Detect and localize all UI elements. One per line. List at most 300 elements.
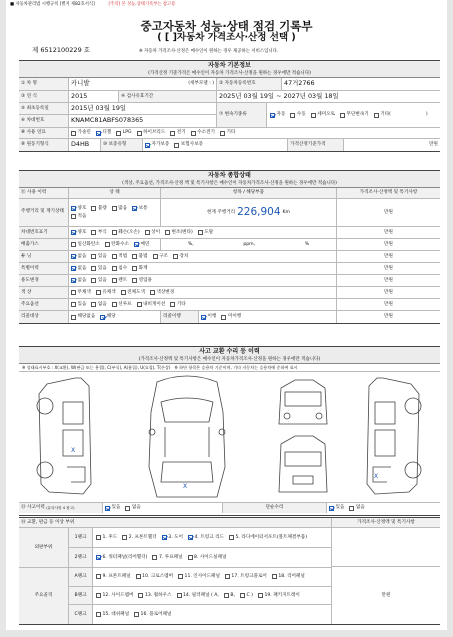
- panel-section: [19, 517, 440, 625]
- option-label: 없음: [77, 253, 87, 259]
- checkbox[interactable]: [201, 315, 206, 320]
- accident-section: [19, 346, 440, 516]
- checkbox[interactable]: [272, 574, 277, 579]
- option-label: 탄화수소: [111, 241, 129, 247]
- option-opts-2: [112, 302, 132, 307]
- option-label: 해당: [106, 314, 116, 320]
- checkbox[interactable]: [132, 206, 137, 211]
- option-label: 있음: [335, 505, 345, 511]
- checkbox[interactable]: [349, 506, 354, 511]
- option-label: 없음: [77, 277, 87, 283]
- major-options: [69, 299, 337, 310]
- damage-mark-left-door: X: [71, 447, 76, 454]
- option-label: 불법: [138, 253, 148, 259]
- accident-history-label: [19, 503, 103, 513]
- checkbox[interactable]: [112, 254, 117, 259]
- mileage-unit: Km: [282, 209, 290, 215]
- option-label: 미이행: [227, 314, 242, 320]
- rank-label: 2랭크: [69, 548, 93, 568]
- rank-items: [93, 587, 331, 605]
- checkbox[interactable]: [112, 302, 117, 307]
- warranty-label: ⑩ 보증유형: [101, 139, 143, 151]
- state-col: 상 태: [69, 188, 161, 198]
- recall-options: [69, 311, 161, 323]
- checkbox[interactable]: [112, 266, 117, 271]
- option-label: 15. 대쉬패널: [102, 611, 130, 617]
- option-label: 있음: [97, 277, 107, 283]
- option-exh-0: [71, 242, 100, 247]
- first-reg-value: 2015년 03월 19일: [71, 103, 127, 112]
- recall-label: 리콜대상: [19, 311, 69, 323]
- option-odo-3: [132, 206, 147, 211]
- overall-state-section: [19, 170, 440, 324]
- checkbox[interactable]: [165, 230, 170, 235]
- option-label: 16. 플로어패널: [140, 611, 172, 617]
- price-basis-unit: 만원: [429, 142, 438, 148]
- option-label: 디젤: [102, 130, 112, 136]
- option-label: 있음: [97, 253, 107, 259]
- document-note: ※ 자동차 가격조사·산정은 매수인이 원하는 경우 제공하는 서비스입니다.: [139, 48, 279, 54]
- option-spc-3: [132, 266, 147, 271]
- basic-info-header: [19, 61, 440, 78]
- checkbox[interactable]: [112, 206, 117, 211]
- checkbox[interactable]: [71, 278, 76, 283]
- checkbox[interactable]: [105, 242, 110, 247]
- option-hist-1: [125, 505, 140, 510]
- checkbox[interactable]: [178, 574, 183, 579]
- checkbox[interactable]: [71, 206, 76, 211]
- checkbox[interactable]: [122, 535, 127, 540]
- checkbox[interactable]: [173, 254, 178, 259]
- checkbox[interactable]: [188, 535, 193, 540]
- checkbox[interactable]: [71, 315, 76, 320]
- option-label: 5. 라디에이터서포트(볼트체결부품): [235, 534, 308, 540]
- exhaust-options: [69, 239, 161, 250]
- option-vinst-5: [198, 230, 213, 235]
- use-change-price: 만원: [384, 277, 393, 283]
- checkbox[interactable]: [311, 113, 316, 118]
- checkbox[interactable]: [71, 242, 76, 247]
- checkbox[interactable]: [91, 302, 96, 307]
- car-top-view-icon: [149, 376, 225, 497]
- rank-label: B랭크: [69, 587, 93, 605]
- rank-items: [93, 605, 331, 624]
- exhaust-unit-smoke: %: [304, 241, 310, 247]
- option-tun-0: [71, 254, 86, 259]
- car-damage-diagram: [19, 372, 440, 502]
- option-prow0-0: [96, 535, 117, 540]
- checkbox[interactable]: [374, 113, 379, 118]
- rank-items: [93, 528, 331, 547]
- special-history-label: 특별이력: [19, 263, 69, 274]
- vin-value: KNAMC81ABFS078365: [71, 116, 144, 125]
- reg-no-value: 47거2766: [284, 79, 315, 88]
- overall-heading: 자동차 종합상태: [208, 172, 251, 179]
- checkbox[interactable]: [340, 113, 345, 118]
- use-change-label: 용도변경: [19, 275, 69, 286]
- price-basis-label: 가격산정기준가격: [288, 139, 344, 151]
- option-col-0: [71, 290, 91, 295]
- legend-codes: ※ 상태표시부호 : X(교환), W(판금 또는 용접), C(부식), A(흠집), U(요철), T(손상): [22, 365, 171, 370]
- option-rec-1: [100, 314, 115, 319]
- checkbox[interactable]: [162, 535, 167, 540]
- car-name-label: ① 차 명: [19, 78, 69, 90]
- option-usec-1: [91, 278, 106, 283]
- car-left-side-icon: [37, 378, 91, 494]
- panel-rank-row: [69, 568, 331, 587]
- option-warr-1: [174, 142, 203, 147]
- checkbox[interactable]: [71, 290, 76, 295]
- checkbox[interactable]: [152, 555, 157, 560]
- checkbox[interactable]: [96, 593, 101, 598]
- option-label: 11. 인사이드패널: [184, 574, 220, 580]
- option-trans-0: [270, 112, 285, 117]
- option-label: 하이브리드: [143, 130, 166, 136]
- checkbox[interactable]: [329, 506, 334, 511]
- inspection-period-label: ④ 검사유효기간: [119, 91, 217, 103]
- checkbox[interactable]: [96, 612, 101, 617]
- option-label: 변조(변타): [171, 229, 193, 235]
- option-label: 일산화탄소: [77, 241, 100, 247]
- option-trans-3: [340, 112, 369, 117]
- option-label: 이행: [207, 314, 217, 320]
- damage-mark-quarter: X: [374, 473, 379, 480]
- checkbox[interactable]: [105, 506, 110, 511]
- mileage-cell: [161, 199, 337, 226]
- option-exh-1: [105, 242, 129, 247]
- accident-header: [19, 347, 440, 364]
- checkbox[interactable]: [170, 302, 175, 307]
- checkbox[interactable]: [224, 593, 229, 598]
- checkbox[interactable]: [121, 290, 126, 295]
- checkbox[interactable]: [125, 506, 130, 511]
- option-warr-0: [145, 142, 169, 147]
- option-opts-3: [137, 302, 166, 307]
- option-opts-0: [71, 302, 86, 307]
- accident-history-options: [103, 503, 223, 513]
- notice-text: [주의] 본 성능,상태기록부는 참고용: [108, 2, 176, 7]
- option-label: 기타(: [380, 112, 391, 118]
- color-price: 만원: [384, 289, 393, 295]
- option-tun-5: [173, 254, 188, 259]
- option-label: 내비게이션: [143, 301, 166, 307]
- option-rec-0: [71, 314, 95, 319]
- form-reference: [10, 3, 175, 8]
- option-label: 색상변경: [156, 289, 175, 295]
- checkbox[interactable]: [221, 315, 226, 320]
- odometer-price: 만원: [384, 209, 393, 215]
- overall-note: (색상, 주요옵션, 가격조사·산정 액 및 특기사항은 매수인이 자동차가격조사·산정을 원하는 경우에만 적습니다): [122, 181, 337, 186]
- option-fuel-2: [116, 130, 131, 135]
- mileage-label: 현재 주행거리: [206, 209, 236, 215]
- option-label: 많음: [118, 205, 128, 211]
- color-label: 색 상: [19, 287, 69, 298]
- exhaust-unit-hc: ppm,: [243, 241, 256, 247]
- checkbox[interactable]: [188, 555, 193, 560]
- engine-value: D4HB: [69, 139, 101, 151]
- frame-rows: [69, 568, 331, 624]
- vin-state-options: [69, 227, 337, 238]
- option-vinst-3: [145, 230, 160, 235]
- exhaust-label: 배출가스: [19, 239, 69, 250]
- option-label: 자가보증: [151, 142, 170, 148]
- option-tun-1: [91, 254, 106, 259]
- option-odo-2: [112, 206, 127, 211]
- basic-heading: 자동차 기본정보: [208, 62, 251, 69]
- checkbox[interactable]: [229, 535, 234, 540]
- option-label: 8. 사이드실패널: [194, 554, 227, 560]
- rank-label: A랭크: [69, 568, 93, 586]
- option-prow0-3: [188, 535, 224, 540]
- option-label: 렌트: [118, 277, 128, 283]
- option-odo-1: [91, 206, 106, 211]
- option-vinst-1: [91, 230, 106, 235]
- option-label: 12. 사이드멤버: [102, 592, 134, 598]
- checkbox[interactable]: [138, 593, 143, 598]
- checkbox[interactable]: [191, 131, 196, 136]
- option-label: 2. 프론트휀더: [128, 534, 157, 540]
- checkbox[interactable]: [290, 113, 295, 118]
- option-label: 전기: [176, 130, 186, 136]
- option-label: 적법: [118, 253, 128, 259]
- use-change-options: [69, 275, 337, 286]
- checkbox[interactable]: [240, 593, 245, 598]
- checkbox[interactable]: [91, 266, 96, 271]
- odometer-state: [69, 199, 161, 226]
- option-prow0-4: [229, 535, 307, 540]
- options-label: 주요옵션: [19, 299, 69, 310]
- option-prow3-1: [138, 593, 171, 598]
- checkbox[interactable]: [112, 230, 117, 235]
- option-label: 있음: [97, 265, 107, 271]
- transmission-label: ⑦ 변속기종류: [217, 103, 267, 127]
- option-prow3-0: [96, 593, 133, 598]
- option-label: 선루프: [118, 301, 132, 307]
- option-label: 4. 트렁크 리드: [194, 534, 224, 540]
- option-col-3: [150, 290, 174, 295]
- option-label: 화재: [138, 265, 148, 271]
- accident-history-sub: (유의사항 4 참고): [46, 505, 75, 510]
- simple-repair-options: [327, 503, 440, 513]
- option-prow0-1: [122, 535, 157, 540]
- accident-note: (가격조사·산정액 및 특기사항은 매수인이 자동차가격조사·산정을 원하는 경우에만 적습니다): [138, 357, 321, 362]
- option-spc-2: [112, 266, 127, 271]
- checkbox[interactable]: [96, 555, 101, 560]
- panel-rank-row: [69, 548, 331, 568]
- option-label: 도말: [204, 229, 214, 235]
- mileage-value: 226,904: [237, 206, 281, 219]
- checkbox[interactable]: [132, 254, 137, 259]
- reg-no-label: ② 자동차등록번호: [217, 78, 282, 90]
- option-trans-4: [374, 112, 391, 117]
- outer-panel-label: 외판부위: [19, 528, 69, 567]
- usage-history-col: ⑪ 사용 이력: [19, 188, 69, 198]
- option-label: 19. 패키지트레이: [264, 592, 300, 598]
- option-exh-2: [134, 242, 149, 247]
- option-label: 전체도색: [127, 289, 145, 295]
- option-label: 수소전기: [197, 130, 215, 136]
- vin-state-label: 차대번호표기: [19, 227, 69, 238]
- option-label: 14. 필러패널 ( A,: [183, 592, 219, 598]
- checkbox[interactable]: [96, 290, 101, 295]
- option-fuel-0: [71, 130, 91, 135]
- checkbox[interactable]: [177, 593, 182, 598]
- panel-rank-row: [69, 528, 331, 548]
- document-number: 제 6512100229 호: [32, 46, 91, 54]
- option-vinst-2: [112, 230, 140, 235]
- option-odo-0: [71, 206, 86, 211]
- checkbox[interactable]: [71, 214, 76, 219]
- checkbox[interactable]: [71, 302, 76, 307]
- checkbox[interactable]: [174, 143, 179, 148]
- special-price: 만원: [384, 265, 393, 271]
- damage-mark-trunk: X: [183, 483, 188, 490]
- option-label: 10. 크로스멤버: [142, 574, 174, 580]
- checkbox[interactable]: [100, 315, 105, 320]
- option-label: 없음: [355, 505, 365, 511]
- option-fuel-1: [96, 130, 111, 135]
- option-rep-0: [329, 505, 344, 510]
- checkbox[interactable]: [198, 230, 203, 235]
- checkbox[interactable]: [112, 278, 117, 283]
- warranty-options: [143, 139, 288, 151]
- checkbox[interactable]: [137, 302, 142, 307]
- option-label: 무단변속기: [346, 112, 369, 118]
- option-opts-1: [91, 302, 106, 307]
- basic-info-section: [19, 60, 440, 152]
- option-prow2-0: [96, 574, 131, 579]
- car-name-value: 카니발: [71, 79, 90, 88]
- option-label: 해당없음: [77, 314, 96, 320]
- exhaust-unit-co: %,: [187, 241, 194, 247]
- checkbox[interactable]: [96, 131, 101, 136]
- fuel-label: ⑧ 사용 연료: [19, 128, 69, 138]
- checkbox[interactable]: [134, 242, 139, 247]
- checkbox[interactable]: [134, 612, 139, 617]
- panel-price-unit: 만원: [381, 592, 391, 598]
- option-label: B,: [230, 592, 235, 598]
- option-usec-0: [71, 278, 86, 283]
- option-prow1-1: [152, 555, 182, 560]
- option-label: 유채색: [102, 289, 116, 295]
- fuel-options: [69, 128, 440, 138]
- checkbox[interactable]: [116, 131, 121, 136]
- checkbox[interactable]: [132, 266, 137, 271]
- option-vinst-0: [71, 230, 86, 235]
- checkbox[interactable]: [225, 574, 230, 579]
- option-recd-0: [201, 314, 216, 319]
- checkbox[interactable]: [258, 593, 263, 598]
- model-detail-label: (세부모델 : ): [188, 81, 214, 87]
- checkbox[interactable]: [145, 143, 150, 148]
- option-label: 있음: [77, 301, 87, 307]
- tuning-label: 튜 닝: [19, 251, 69, 262]
- option-label: 기타: [176, 301, 186, 307]
- checkbox[interactable]: [71, 230, 76, 235]
- option-label: 3. 도어: [168, 534, 183, 540]
- option-label: 17. 트렁크플로어: [231, 574, 267, 580]
- rank-label: C랭크: [69, 605, 93, 624]
- checkbox[interactable]: [153, 254, 158, 259]
- option-fuel-6: [220, 130, 235, 135]
- option-prow3-2: [177, 593, 219, 598]
- option-label: 무채색: [77, 289, 91, 295]
- option-col-2: [121, 290, 145, 295]
- option-prow3-5: [258, 593, 300, 598]
- checkbox[interactable]: [91, 230, 96, 235]
- rank-items: [93, 568, 331, 586]
- tuning-price: 만원: [384, 253, 393, 259]
- checkbox[interactable]: [96, 574, 101, 579]
- option-prow3-4: [240, 593, 253, 598]
- exhaust-price: 만원: [384, 241, 393, 247]
- frame-label: 주요골격: [19, 568, 69, 624]
- vin-state-price: 만원: [384, 229, 393, 235]
- option-label: 매연: [140, 241, 150, 247]
- detail-col: 항목 / 해당부품: [161, 188, 337, 198]
- form-ref-text: ■ 자동차관리법 시행규칙 [별지 제82호서식]: [10, 2, 95, 7]
- checkbox[interactable]: [91, 206, 96, 211]
- checkbox[interactable]: [270, 113, 275, 118]
- checkbox[interactable]: [220, 131, 225, 136]
- option-fuel-3: [137, 130, 166, 135]
- page-title: 중고자동차 성능·상태 점검 기록부: [140, 19, 313, 33]
- checkbox[interactable]: [71, 266, 76, 271]
- option-label: 보험사보증: [180, 142, 203, 148]
- option-recd-1: [221, 314, 241, 319]
- checkbox[interactable]: [145, 230, 150, 235]
- option-fuel-5: [191, 130, 215, 135]
- option-odo-4: [71, 214, 86, 219]
- transmission-tail: ): [425, 112, 428, 118]
- panel-rank-row: [69, 587, 331, 606]
- transmission-options: [267, 103, 440, 127]
- checkbox[interactable]: [137, 131, 142, 136]
- accident-heading: 사고 교환 수리 등 이력: [199, 348, 260, 355]
- option-label: 보통: [138, 205, 148, 211]
- checkbox[interactable]: [170, 131, 175, 136]
- option-prow2-4: [272, 574, 305, 579]
- checkbox[interactable]: [91, 254, 96, 259]
- checkbox[interactable]: [150, 290, 155, 295]
- option-spc-0: [71, 266, 86, 271]
- option-label: 7. 루프패널: [158, 554, 183, 560]
- option-label: C ): [246, 592, 253, 598]
- simple-repair-label: 단순수리: [223, 503, 327, 513]
- accident-history-title: ⑬ 사고이력: [21, 505, 45, 511]
- car-front-rear-icons: [279, 380, 327, 492]
- checkbox[interactable]: [132, 278, 137, 283]
- option-label: 양호: [77, 205, 87, 211]
- checkbox[interactable]: [136, 574, 141, 579]
- option-label: 없음: [77, 265, 87, 271]
- checkbox[interactable]: [96, 535, 101, 540]
- checkbox[interactable]: [71, 131, 76, 136]
- recall-done-options: [199, 311, 337, 323]
- option-label: 자동: [276, 112, 286, 118]
- option-label: 양호: [77, 229, 87, 235]
- option-label: 13. 휠하우스: [144, 592, 172, 598]
- option-label: 가솔린: [77, 130, 91, 136]
- odometer-label: 주행거리 및 계기상태: [19, 199, 69, 226]
- checkbox[interactable]: [91, 278, 96, 283]
- recall-done-label: 리콜이행: [161, 311, 199, 323]
- rank-items: [93, 548, 331, 568]
- option-label: 없음: [97, 301, 107, 307]
- checkbox[interactable]: [71, 254, 76, 259]
- option-prow1-0: [96, 555, 147, 560]
- panel-rank-row: [69, 605, 331, 624]
